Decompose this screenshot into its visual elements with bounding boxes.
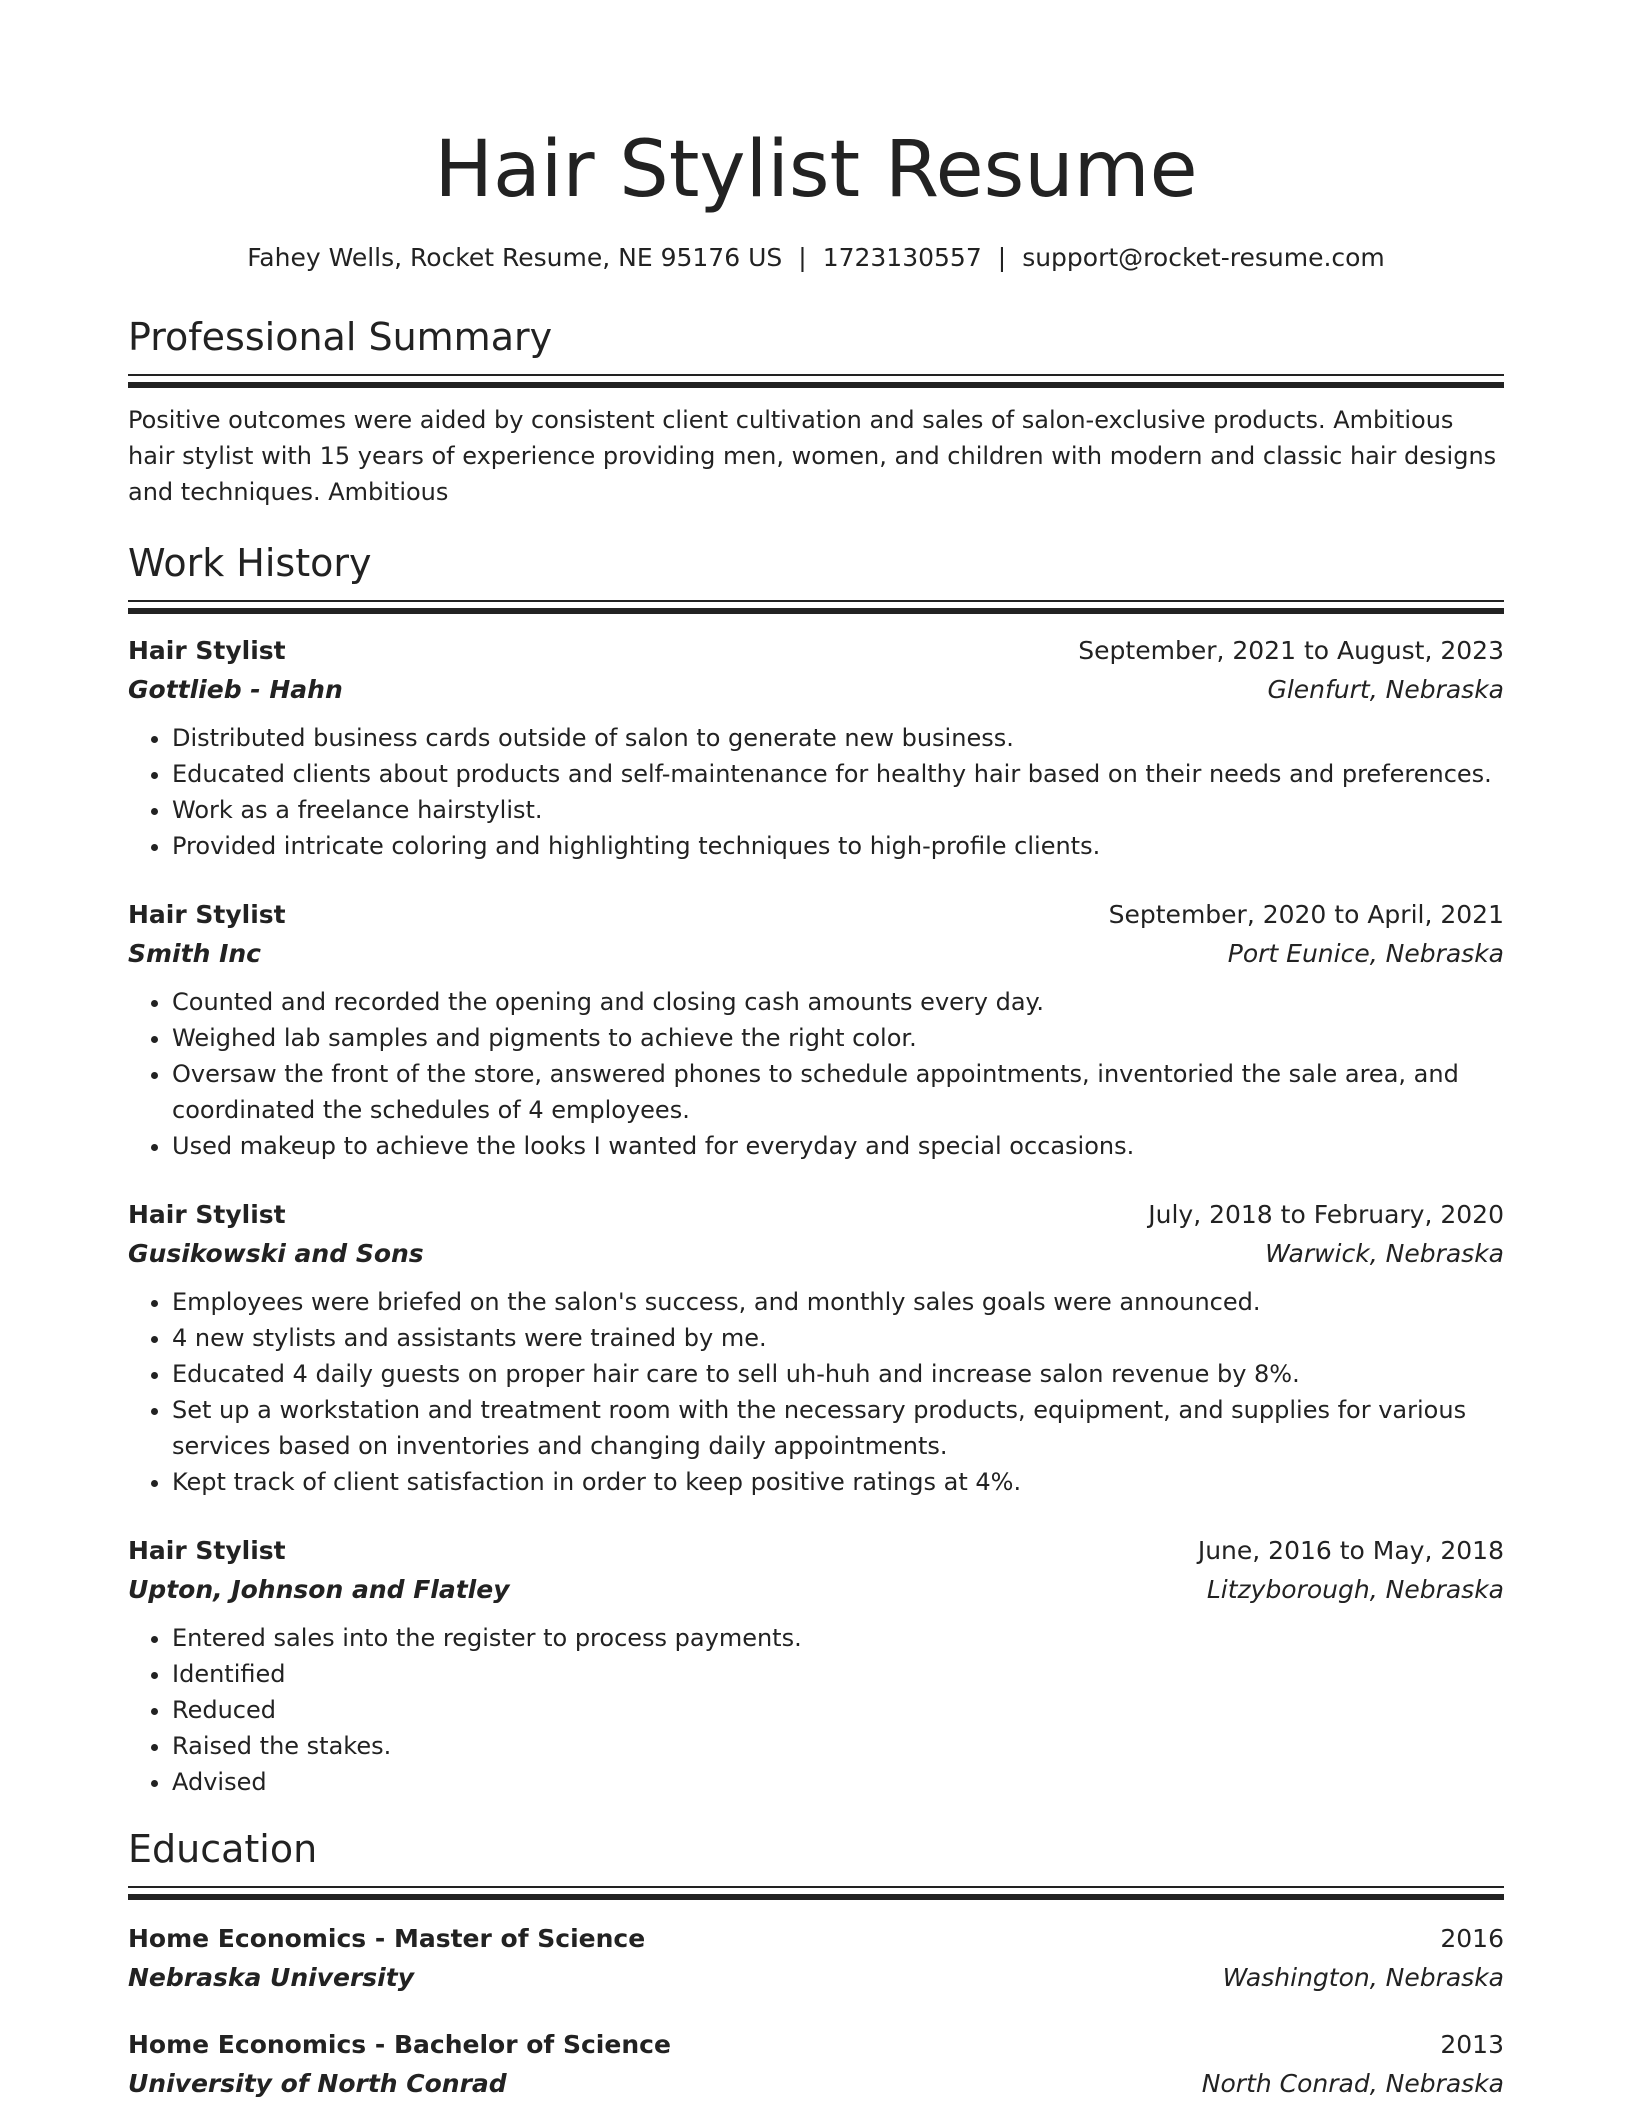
work-history-section: [128, 538, 1504, 1800]
education-location: Washington, Nebraska: [1222, 1963, 1504, 1992]
job-title: Hair Stylist: [128, 636, 286, 665]
job-dates: September, 2020 to April, 2021: [1108, 900, 1504, 929]
contact-email: support@rocket-resume.com: [1022, 243, 1385, 272]
job-company: Gottlieb - Hahn: [128, 675, 343, 704]
job-bullet: • Employees were briefed on the salon's success, and monthly sales goals were announced.: [172, 1284, 1504, 1320]
job-bullet: • 4 new stylists and assistants were trained by me.: [172, 1320, 1504, 1356]
job-location: Glenfurt, Nebraska: [1267, 675, 1504, 704]
summary-section: [128, 312, 1504, 510]
education-degree: Home Economics - Master of Science: [128, 1924, 646, 1953]
job-bullet: • Educated clients about products and self-maintenance for healthy hair based on their needs and preferences.: [172, 756, 1504, 792]
job-entry: [128, 632, 1504, 864]
education-entry: [128, 1920, 1504, 1998]
job-bullet: • Advised: [172, 1764, 1504, 1800]
section-divider: [128, 1886, 1504, 1900]
job-bullet: • Kept track of client satisfaction in order to keep positive ratings at 4%.: [172, 1464, 1504, 1500]
job-bullets: [128, 1620, 1504, 1800]
contact-separator: |: [997, 243, 1007, 272]
section-divider: [128, 600, 1504, 614]
job-bullets: [128, 984, 1504, 1164]
job-bullet: • Entered sales into the register to process payments.: [172, 1620, 1504, 1656]
job-entry: [128, 1532, 1504, 1800]
job-company: Gusikowski and Sons: [128, 1239, 424, 1268]
job-bullet: • Used makeup to achieve the looks I wanted for everyday and special occasions.: [172, 1128, 1504, 1164]
section-heading-work: Work History: [128, 541, 372, 585]
job-entry: [128, 1196, 1504, 1500]
job-location: Warwick, Nebraska: [1265, 1239, 1504, 1268]
job-bullet: • Set up a workstation and treatment room with the necessary products, equipment, and supplies for various services based on inventories and changing daily appointments.: [172, 1392, 1504, 1464]
job-dates: September, 2021 to August, 2023: [1078, 636, 1504, 665]
job-title: Hair Stylist: [128, 1536, 286, 1565]
education-year: 2016: [1440, 1924, 1504, 1953]
job-company: Upton, Johnson and Flatley: [128, 1575, 510, 1604]
job-location: Litzyborough, Nebraska: [1206, 1575, 1504, 1604]
job-bullet: • Reduced: [172, 1692, 1504, 1728]
section-heading-education: Education: [128, 1827, 318, 1871]
job-bullet: • Distributed business cards outside of salon to generate new business.: [172, 720, 1504, 756]
job-dates: July, 2018 to February, 2020: [1148, 1200, 1504, 1229]
section-divider: [128, 374, 1504, 388]
job-bullet: • Weighed lab samples and pigments to achieve the right color.: [172, 1020, 1504, 1056]
job-bullet: • Oversaw the front of the store, answered phones to schedule appointments, inventoried the sale area, and coordinated the schedules of 4 employees.: [172, 1056, 1504, 1128]
job-bullet: • Educated 4 daily guests on proper hair care to sell uh-huh and increase salon revenue by 8%.: [172, 1356, 1504, 1392]
job-dates: June, 2016 to May, 2018: [1197, 1536, 1504, 1565]
education-location: North Conrad, Nebraska: [1201, 2069, 1504, 2098]
education-year: 2013: [1440, 2030, 1504, 2059]
job-bullets: [128, 720, 1504, 864]
job-bullet: • Work as a freelance hairstylist.: [172, 792, 1504, 828]
contact-phone: 1723130557: [822, 243, 982, 272]
summary-text: Positive outcomes were aided by consistent client cultivation and sales of salon-exclusive products. Ambitious hair stylist with 15 years of experience providing men, women, and children with modern and classic hair designs and techniques. Ambitious: [128, 406, 1497, 506]
job-bullet: • Provided intricate coloring and highlighting techniques to high-profile clients.: [172, 828, 1504, 864]
education-section: [128, 1824, 1504, 2104]
job-bullet: • Identified: [172, 1656, 1504, 1692]
job-bullet: • Raised the stakes.: [172, 1728, 1504, 1764]
job-title: Hair Stylist: [128, 1200, 286, 1229]
job-bullets: [128, 1284, 1504, 1500]
contact-separator: |: [798, 243, 807, 272]
education-school: University of North Conrad: [128, 2069, 507, 2098]
resume-title: Hair Stylist Resume: [434, 125, 1198, 215]
job-bullet: • Counted and recorded the opening and closing cash amounts every day.: [172, 984, 1504, 1020]
job-company: Smith Inc: [128, 939, 261, 968]
job-location: Port Eunice, Nebraska: [1227, 939, 1504, 968]
job-entry: [128, 896, 1504, 1164]
contact-address: Fahey Wells, Rocket Resume, NE 95176 US: [247, 243, 783, 272]
education-school: Nebraska University: [128, 1963, 414, 1992]
education-degree: Home Economics - Bachelor of Science: [128, 2030, 671, 2059]
contact-line: [128, 240, 1504, 276]
section-heading-summary: Professional Summary: [128, 315, 553, 359]
education-entry: [128, 2026, 1504, 2104]
job-title: Hair Stylist: [128, 900, 286, 929]
